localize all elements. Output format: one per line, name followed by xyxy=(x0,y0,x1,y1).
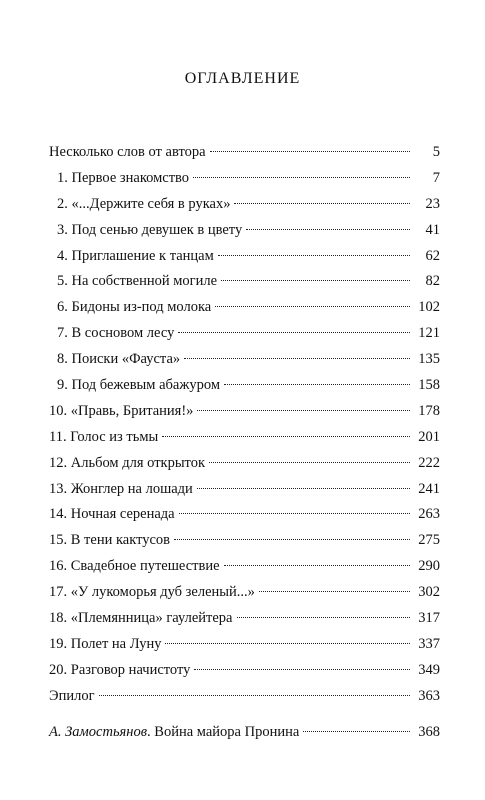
dot-leader xyxy=(215,306,410,307)
dot-leader xyxy=(259,591,410,592)
dot-leader xyxy=(178,332,410,333)
toc-entry[interactable] xyxy=(49,686,440,712)
toc-entry-page: 302 xyxy=(418,584,440,601)
toc-entry[interactable] xyxy=(49,582,440,608)
dot-leader xyxy=(224,384,410,385)
toc-entry[interactable] xyxy=(49,349,440,375)
toc-entry-title: Несколько слов от автора xyxy=(49,144,206,160)
toc-entry-page: 201 xyxy=(418,428,440,445)
toc-entry-title: 16. Свадебное путешествие xyxy=(49,558,220,575)
toc-list xyxy=(49,142,440,747)
toc-entry[interactable] xyxy=(49,168,440,194)
dot-leader xyxy=(179,513,410,514)
dot-leader xyxy=(210,151,410,152)
toc-entry-page: 82 xyxy=(425,273,440,290)
afterword-title: . Война майора Пронина xyxy=(147,723,300,740)
toc-entry-title: 1. Первое знакомство xyxy=(57,169,190,186)
toc-entry[interactable] xyxy=(49,556,440,582)
dot-leader xyxy=(165,643,410,644)
toc-entry[interactable] xyxy=(49,375,440,401)
dot-leader xyxy=(224,565,410,566)
toc-entry[interactable] xyxy=(49,246,440,272)
toc-entry[interactable] xyxy=(49,194,440,220)
toc-entry-page: 121 xyxy=(418,325,440,342)
toc-entry[interactable] xyxy=(49,530,440,556)
toc-entry-title: 15. В тени кактусов xyxy=(49,532,171,549)
toc-entry-page: 158 xyxy=(418,377,440,394)
toc-entry-title: 17. «У лукоморья дуб зеленый...» xyxy=(49,584,255,601)
toc-entry-page: 263 xyxy=(418,506,440,523)
toc-entry[interactable] xyxy=(49,453,440,479)
toc-entry[interactable] xyxy=(49,608,440,634)
toc-entry-page: 290 xyxy=(418,558,440,575)
toc-entry-page: 363 xyxy=(418,687,440,704)
afterword-author: А. Замостьянов xyxy=(49,723,148,740)
dot-leader xyxy=(221,280,410,281)
dot-leader xyxy=(246,229,410,230)
toc-entry[interactable] xyxy=(49,220,440,246)
dot-leader xyxy=(162,436,410,437)
dot-leader xyxy=(209,462,410,463)
toc-entry-page: 222 xyxy=(418,454,440,471)
dot-leader xyxy=(194,669,410,670)
toc-entry[interactable] xyxy=(49,401,440,427)
toc-entry-page: 62 xyxy=(425,247,440,264)
toc-entry[interactable] xyxy=(49,323,440,349)
toc-entry[interactable] xyxy=(49,142,440,168)
dot-leader xyxy=(237,617,411,618)
toc-heading: ОГЛАВЛЕНИЕ xyxy=(184,70,301,87)
toc-entry-title: 11. Голос из тьмы xyxy=(49,428,159,445)
dot-leader xyxy=(218,255,410,256)
toc-entry-page: 23 xyxy=(425,195,440,212)
toc-entry-page: 275 xyxy=(418,532,440,549)
toc-entry-title: 13. Жонглер на лошади xyxy=(49,480,193,497)
toc-entry-page: 349 xyxy=(418,661,440,678)
toc-entry-title: 7. В сосновом лесу xyxy=(57,325,175,342)
toc-entry-title: 4. Приглашение к танцам xyxy=(57,247,214,264)
toc-entry[interactable] xyxy=(49,479,440,505)
toc-entry-title: 3. Под сенью девушек в цвету xyxy=(57,221,243,238)
toc-entry[interactable] xyxy=(49,634,440,660)
toc-entry-title: 12. Альбом для открыток xyxy=(49,454,206,471)
toc-entry-title: 10. «Правь, Британия!» xyxy=(49,402,194,419)
toc-entry-title: 19. Полет на Луну xyxy=(49,635,162,652)
toc-entry-page: 241 xyxy=(418,480,440,497)
toc-entry-title: 9. Под бежевым абажуром xyxy=(57,377,220,394)
toc-entry-page: 7 xyxy=(432,169,440,186)
toc-entry[interactable] xyxy=(49,297,440,323)
toc-entry-page: 317 xyxy=(418,610,440,627)
dot-leader xyxy=(184,358,410,359)
dot-leader xyxy=(197,488,410,489)
toc-entry-page: 102 xyxy=(418,299,440,316)
toc-entry[interactable] xyxy=(49,271,440,297)
toc-entry-afterword[interactable] xyxy=(49,722,440,748)
dot-leader xyxy=(99,695,410,696)
dot-leader xyxy=(193,177,410,178)
toc-entry-title: 18. «Племянница» гаулейтера xyxy=(49,610,233,627)
toc-entry-page: 5 xyxy=(432,144,440,160)
dot-leader xyxy=(234,203,410,204)
toc-entry-title: 14. Ночная серенада xyxy=(49,506,175,523)
toc-entry-title: 5. На собственной могиле xyxy=(57,273,218,290)
toc-entry-page: 178 xyxy=(418,402,440,419)
toc-entry-title: 8. Поиски «Фауста» xyxy=(57,351,181,368)
toc-entry-title xyxy=(49,722,299,742)
toc-entry-page: 41 xyxy=(425,221,440,238)
toc-entry-title: 2. «...Держите себя в руках» xyxy=(57,195,231,212)
dot-leader xyxy=(303,731,410,732)
toc-entry-title: Эпилог xyxy=(49,687,95,704)
toc-entry-title: 20. Разговор начистоту xyxy=(49,661,191,678)
toc-entry-page: 337 xyxy=(418,635,440,652)
toc-entry[interactable] xyxy=(49,504,440,530)
dot-leader xyxy=(174,539,410,540)
toc-entry[interactable] xyxy=(49,660,440,686)
toc-entry[interactable] xyxy=(49,427,440,453)
toc-entry-page: 368 xyxy=(418,723,440,740)
toc-entry-page: 135 xyxy=(418,351,440,368)
dot-leader xyxy=(197,410,410,411)
toc-entry-title: 6. Бидоны из-под молока xyxy=(57,299,212,316)
